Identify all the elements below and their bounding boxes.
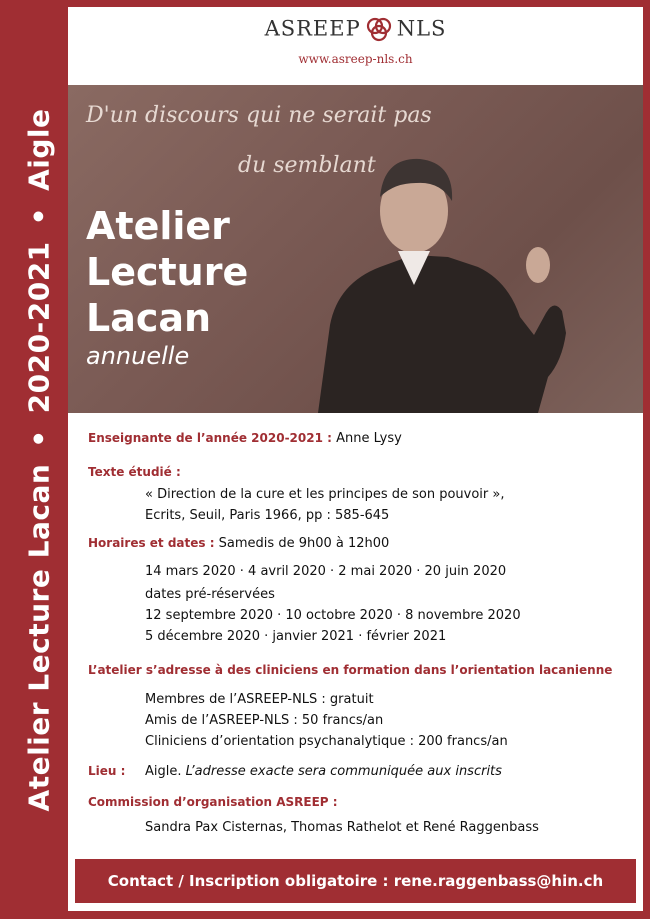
hero-photo [68,85,643,413]
place-row [88,764,502,779]
sidebar-title-part1: Atelier Lecture Lacan [22,463,56,812]
logo-text-right: NLS [396,16,447,41]
website-link[interactable]: www.asreep-nls.ch [298,52,413,66]
sidebar-title-part3: Aigle [22,108,56,191]
chalk-line-2: du semblant [238,153,376,178]
fee-line-2: Amis de l’ASREEP-NLS : 50 francs/an [145,713,384,728]
title-line-3: Lacan [86,296,212,340]
sidebar-vertical-title [23,109,56,812]
audience-label: L’atelier s’adresse à des cliniciens en formation dans l’orientation lacanienne [88,663,613,677]
dates-line-2: dates pré-réservées [145,587,275,602]
teacher-label: Enseignante de l’année 2020-2021 : [88,431,332,445]
teacher-row [88,431,402,446]
asreep-logo [68,15,643,45]
text-line-2: Ecrits, Seuil, Paris 1966, pp : 585-645 [145,508,390,523]
sidebar-banner [0,0,68,919]
committee-label: Commission d’organisation ASREEP : [88,795,338,809]
place-note: L’adresse exacte sera communiquée aux inscrits [185,764,502,779]
fee-line-1: Membres de l’ASREEP-NLS : gratuit [145,692,374,707]
text-line-1: « Direction de la cure et les principes de son pouvoir », [145,487,505,502]
sidebar-separator-2: • [22,206,56,226]
dates-line-1: 14 mars 2020 · 4 avril 2020 · 2 mai 2020 · 20 juin 2020 [145,564,507,579]
sidebar-separator-1: • [22,429,56,448]
sidebar-title-part2: 2020-2021 [22,241,56,414]
text-label: Texte étudié : [88,465,181,479]
place-label: Lieu : [88,764,126,778]
fee-line-3: Cliniciens d’orientation psychanalytique : 200 francs/an [145,734,508,749]
hero-subtitle: annuelle [86,342,190,370]
contact-text[interactable]: Contact / Inscription obligatoire : rene.raggenbass@hin.ch [107,872,604,890]
place-value: Aigle. [145,764,182,779]
title-line-1: Atelier [86,204,230,248]
logo-text-left: ASREEP [264,16,361,41]
schedule-row [88,536,389,551]
committee-value: Sandra Pax Cisternas, Thomas Rathelot et René Raggenbass [145,820,539,835]
flyer-card [68,7,643,911]
schedule-label: Horaires et dates : [88,536,215,550]
schedule-value: Samedis de 9h00 à 12h00 [218,536,390,551]
knot-logo-icon [364,15,394,45]
dates-line-4: 5 décembre 2020 · janvier 2021 · février 2021 [145,629,447,644]
chalk-line-1: D'un discours qui ne serait pas [86,103,432,128]
hero-title [86,203,248,341]
dates-line-3: 12 septembre 2020 · 10 octobre 2020 · 8 novembre 2020 [145,608,521,623]
title-line-2: Lecture [86,250,249,294]
teacher-value: Anne Lysy [336,431,402,446]
contact-footer [73,857,638,905]
